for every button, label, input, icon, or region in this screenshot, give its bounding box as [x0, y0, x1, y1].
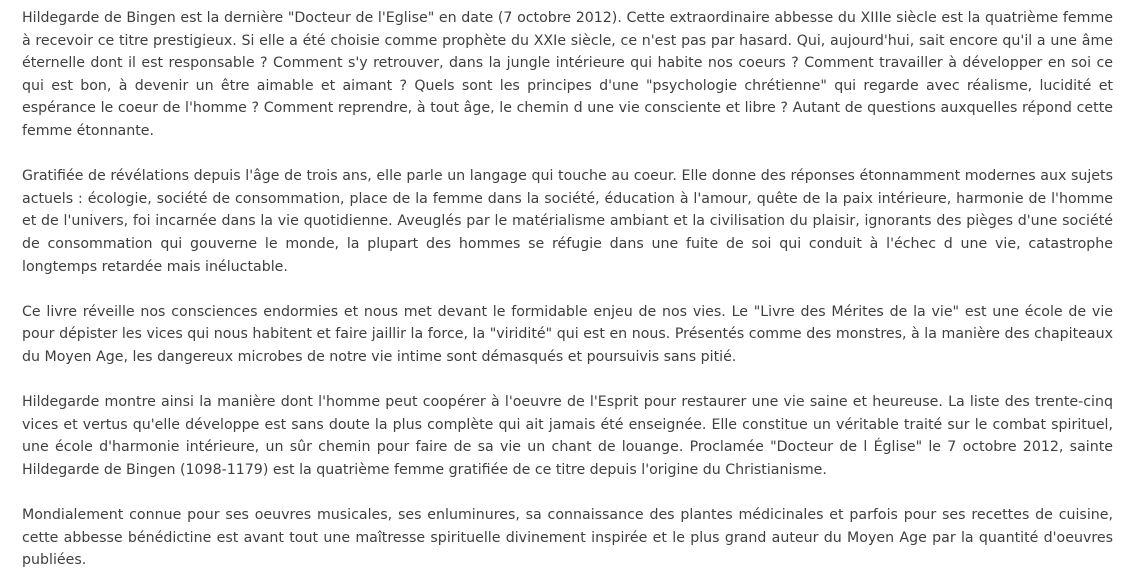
paragraph-1: Hildegarde de Bingen est la dernière "Docteur de l'Eglise" en date (7 octobre 2012). Cette extraordinaire abbesse du XIIIe siècle est la quatrième femme à recevoir ce titre prestigieux. Si elle a été choisie comme prophète du XXIe siècle, ce n'est pas par hasard. Qui, aujourd'hui, sait encore qu'il a une âme éternelle dont il est responsable ? Comment s'y retrouver, dans la jungle intérieure qui habite nos coeurs ? Comment travailler à développer en soi ce qui est bon, à devenir un être aimable et aimant ? Quels sont les principes d'une "psychologie chrétienne" qui regarde avec réalisme, lucidité et espérance le coeur de l'homme ? Comment reprendre, à tout âge, le chemin d une vie consciente et libre ? Autant de questions auxquelles répond cette femme étonnante. [22, 10, 1113, 139]
paragraph-2: Gratifiée de révélations depuis l'âge de trois ans, elle parle un langage qui touche au coeur. Elle donne des réponses étonnamment modernes aux sujets actuels : écologie, société de consommation, place de la femme dans la société, éducation à l'amour, quête de la paix intérieure, harmonie de l'homme et de l'univers, foi incarnée dans la vie quotidienne. Aveuglés par le matérialisme ambiant et la civilisation du plaisir, ignorants des pièges d'une société de consommation qui gouverne le monde, la plupart des hommes se réfugie dans une fuite de soi qui conduit à l'échec d une vie, catastrophe longtemps retardée mais inéluctable. [22, 168, 1113, 275]
paragraph-4: Hildegarde montre ainsi la manière dont l'homme peut coopérer à l'oeuvre de l'Esprit pour restaurer une vie saine et heureuse. La liste des trente-cinq vices et vertus qu'elle développe est sans doute la plus complète qui ait jamais été enseignée. Elle constitue un véritable traité sur le combat spirituel, une école d'harmonie intérieure, un sûr chemin pour faire de sa vie un chant de louange. Proclamée "Docteur de l Église" le 7 octobre 2012, sainte Hildegarde de Bingen (1098-1179) est la quatrième femme gratifiée de ce titre depuis l'origine du Christianisme. [22, 394, 1113, 478]
paragraph-5: Mondialement connue pour ses oeuvres musicales, ses enluminures, sa connaissance des plantes médicinales et parfois pour ses recettes de cuisine, cette abbesse bénédictine est avant tout une maîtresse spirituelle divinement inspirée et le plus grand auteur du Moyen Age par la quantité d'oeuvres publiées. [22, 507, 1113, 569]
paragraph-3: Ce livre réveille nos consciences endormies et nous met devant le formidable enjeu de nos vies. Le "Livre des Mérites de la vie" est une école de vie pour dépister les vices qui nous habitent et faire jaillir la force, la "viridité" qui est en nous. Présentés comme des monstres, à la manière des chapiteaux du Moyen Age, les dangereux microbes de notre vie intime sont démasqués et poursuivis sans pitié. [22, 303, 1113, 365]
